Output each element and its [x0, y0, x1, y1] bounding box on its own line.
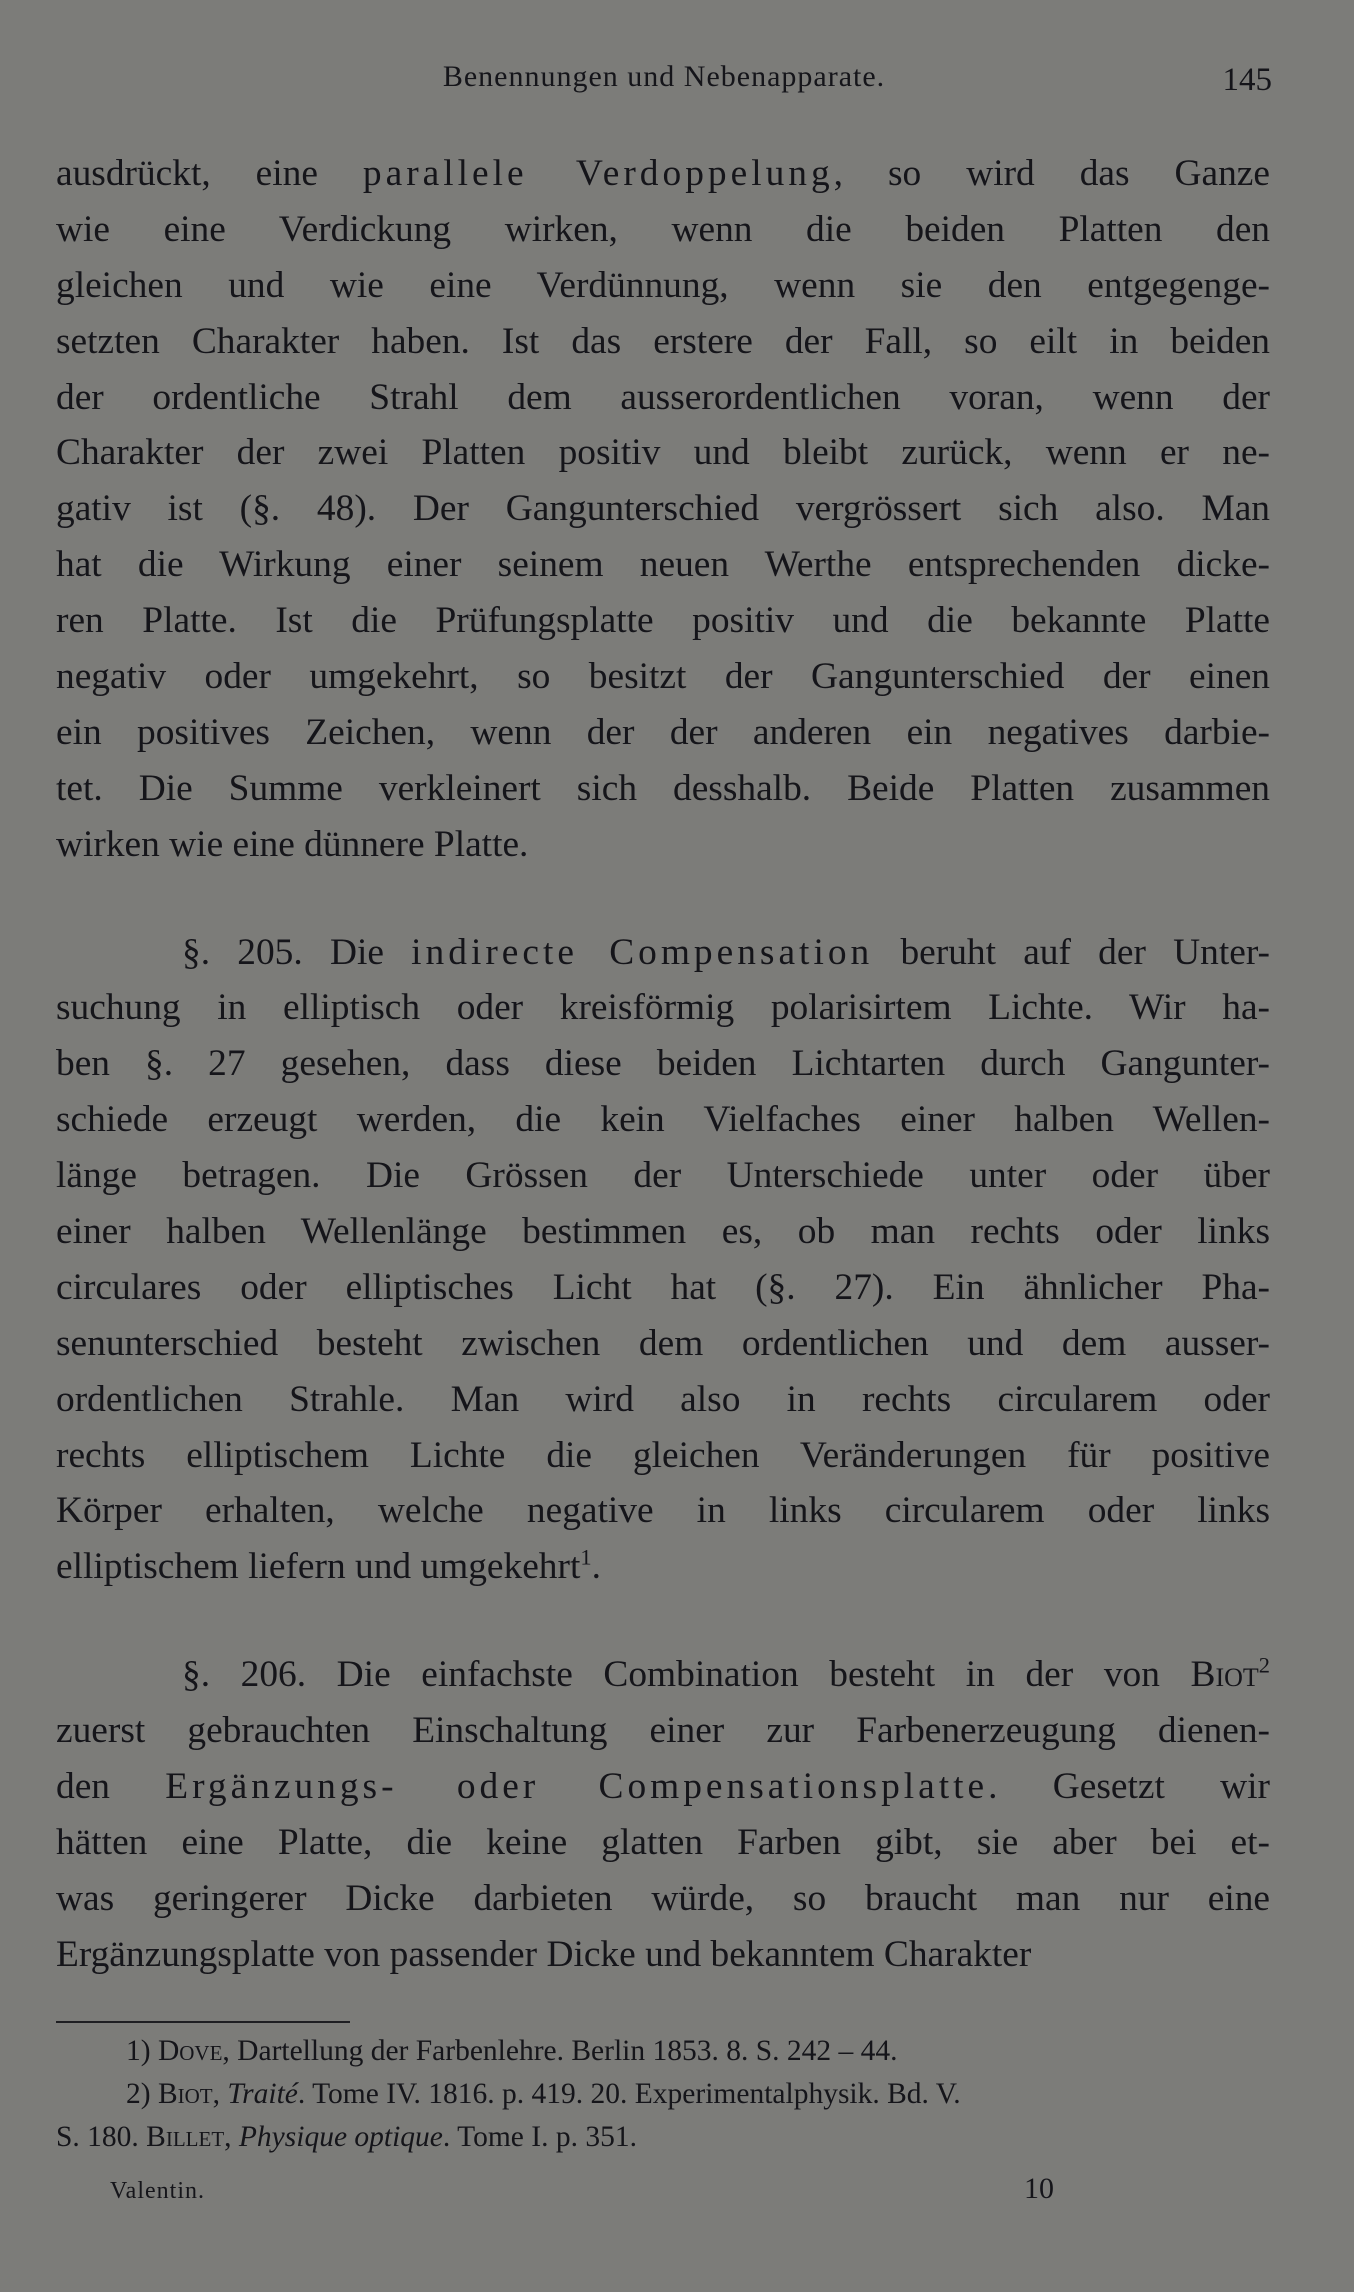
footnotes — [56, 2030, 1270, 2159]
italic-title: Physique optique — [238, 2121, 443, 2153]
text-run: schiede erzeugt werden, die kein Vielfaches einer halben Wellen- — [56, 1099, 1270, 1141]
author-name: Biot — [157, 2078, 213, 2110]
text-line — [56, 537, 1270, 593]
text-line — [56, 202, 1270, 258]
signature-mark: 10 — [1024, 2172, 1054, 2205]
text-line — [56, 1539, 1270, 1595]
text-run: ren Platte. Ist die Prüfungsplatte positiv und die bekannte Platte — [56, 600, 1270, 642]
body-text — [56, 146, 1270, 1983]
text-line — [56, 1759, 1270, 1815]
text-run: Körper erhalten, welche negative in links circularem oder links — [56, 1490, 1270, 1532]
text-line — [56, 1372, 1270, 1428]
running-title: Benennungen und Nebenapparate. — [442, 60, 886, 93]
footnote-marker: 2 — [1258, 1652, 1270, 1678]
text-run: länge betragen. Die Grössen der Unterschiede unter oder über — [56, 1155, 1270, 1197]
spaced-emphasis: parallele Verdoppelung — [362, 153, 834, 194]
text-run: senunterschied besteht zwischen dem ordentlichen und dem ausser- — [56, 1322, 1270, 1364]
text-line — [56, 1148, 1270, 1204]
footnote-number: 1) — [126, 2035, 158, 2067]
author-name: Biot — [1190, 1654, 1259, 1696]
text-line — [56, 1428, 1270, 1484]
text-run: , — [224, 2121, 239, 2153]
text-run: suchung in elliptisch oder kreisförmig polarisirtem Lichte. Wir ha- — [56, 987, 1270, 1029]
text-line — [56, 425, 1270, 481]
spaced-emphasis: Ergänzungs- oder Compensationsplatte — [165, 1766, 989, 1808]
text-run: . Gesetzt wir — [988, 1766, 1270, 1808]
text-run: §. 205. Die — [182, 931, 412, 973]
text-run: negativ oder umgekehrt, so besitzt der Gangunterschied der einen — [56, 656, 1270, 698]
text-line — [56, 1483, 1270, 1539]
text-line — [56, 1036, 1270, 1092]
text-run: den — [56, 1766, 166, 1808]
paragraph — [56, 925, 1270, 1596]
text-line — [56, 1703, 1270, 1759]
footnote — [56, 2030, 1270, 2073]
text-run: , Dartellung der Farbenlehre. Berlin 1853. 8. S. 242 – 44. — [222, 2035, 898, 2067]
text-line — [56, 1815, 1270, 1871]
text-run: der ordentliche Strahl dem ausserordentlichen voran, wenn der — [56, 376, 1270, 418]
italic-title: Traité — [227, 2078, 298, 2110]
text-run: Charakter der zwei Platten positiv und bleibt zurück, wenn er ne- — [56, 432, 1270, 474]
paragraph — [56, 146, 1270, 873]
text-run: beruht auf der Unter- — [873, 931, 1270, 973]
running-head — [56, 60, 1272, 104]
text-line — [56, 481, 1270, 537]
page-number: 145 — [1222, 62, 1272, 98]
text-run: was geringerer Dicke darbieten würde, so braucht man nur eine — [56, 1877, 1270, 1919]
text-run: elliptischem liefern und umgekehrt — [56, 1546, 581, 1588]
author-name: Billet — [146, 2121, 225, 2153]
text-run: . Tome IV. 1816. p. 419. 20. Experimentalphysik. Bd. V. — [297, 2078, 961, 2110]
text-run: circulares oder elliptisches Licht hat (§. 27). Ein ähnlicher Pha- — [56, 1266, 1270, 1308]
text-line — [56, 314, 1270, 370]
text-run: Ergänzungsplatte von passender Dicke und bekanntem Charakter — [56, 1933, 1032, 1975]
footnote — [56, 2116, 1270, 2159]
text-run: , so wird das Ganze — [833, 153, 1270, 194]
text-line — [56, 925, 1270, 981]
text-line — [56, 761, 1270, 817]
footnote-number: S. 180. — [56, 2121, 147, 2153]
text-run: . — [591, 1546, 601, 1588]
text-line — [56, 980, 1270, 1036]
text-line — [56, 1260, 1270, 1316]
text-run: zuerst gebrauchten Einschaltung einer zur Farbenerzeugung dienen- — [56, 1710, 1270, 1752]
text-line — [56, 258, 1270, 314]
text-run: tet. Die Summe verkleinert sich desshalb. Beide Platten zusammen — [56, 767, 1270, 809]
text-run: wirken wie eine dünnere Platte. — [56, 823, 529, 865]
paragraph-gap — [56, 1595, 1270, 1647]
text-line — [56, 1647, 1270, 1703]
text-line — [56, 649, 1270, 705]
footnote-rule — [56, 2021, 350, 2023]
paragraph — [56, 1647, 1270, 1982]
footnote-marker: 1 — [580, 1544, 592, 1570]
text-run: ein positives Zeichen, wenn der der anderen ein negatives darbie- — [56, 711, 1270, 753]
text-line — [56, 370, 1270, 426]
text-line — [56, 1927, 1270, 1983]
text-run: gativ ist (§. 48). Der Gangunterschied vergrössert sich also. Man — [56, 488, 1270, 530]
author-name: Dove — [157, 2035, 223, 2067]
text-run: ausdrückt, eine — [56, 153, 363, 194]
text-run: , — [212, 2078, 228, 2110]
footnote-number: 2) — [126, 2078, 158, 2110]
text-run: wie eine Verdickung wirken, wenn die beiden Platten den — [56, 208, 1270, 250]
text-run: einer halben Wellenlänge bestimmen es, ob man rechts oder links — [56, 1211, 1270, 1253]
text-run: ordentlichen Strahle. Man wird also in rechts circularem oder — [56, 1378, 1270, 1420]
paragraph-gap — [56, 873, 1270, 925]
text-run: rechts elliptischem Lichte die gleichen Veränderungen für positive — [56, 1434, 1270, 1476]
text-line — [56, 817, 1270, 873]
text-run: . Tome I. p. 351. — [442, 2121, 637, 2153]
text-line — [56, 1871, 1270, 1927]
text-run: §. 206. Die einfachste Combination besteht in der von — [182, 1654, 1191, 1696]
text-run: hätten eine Platte, die keine glatten Farben gibt, sie aber bei et- — [56, 1821, 1270, 1863]
text-line — [56, 593, 1270, 649]
text-run: hat die Wirkung einer seinem neuen Werthe entsprechenden dicke- — [56, 544, 1270, 586]
text-run: gleichen und wie eine Verdünnung, wenn sie den entgegenge- — [56, 264, 1270, 306]
text-run: setzten Charakter haben. Ist das erstere der Fall, so eilt in beiden — [56, 320, 1270, 362]
text-line — [56, 1316, 1270, 1372]
text-line — [56, 146, 1270, 202]
text-line — [56, 1204, 1270, 1260]
text-line — [56, 705, 1270, 761]
footnote — [56, 2073, 1270, 2116]
text-run: ben §. 27 gesehen, dass diese beiden Lichtarten durch Gangunter- — [56, 1043, 1270, 1085]
spaced-emphasis: indirecte Compensation — [411, 931, 874, 973]
printer-signature: Valentin. — [110, 2178, 205, 2204]
text-line — [56, 1092, 1270, 1148]
